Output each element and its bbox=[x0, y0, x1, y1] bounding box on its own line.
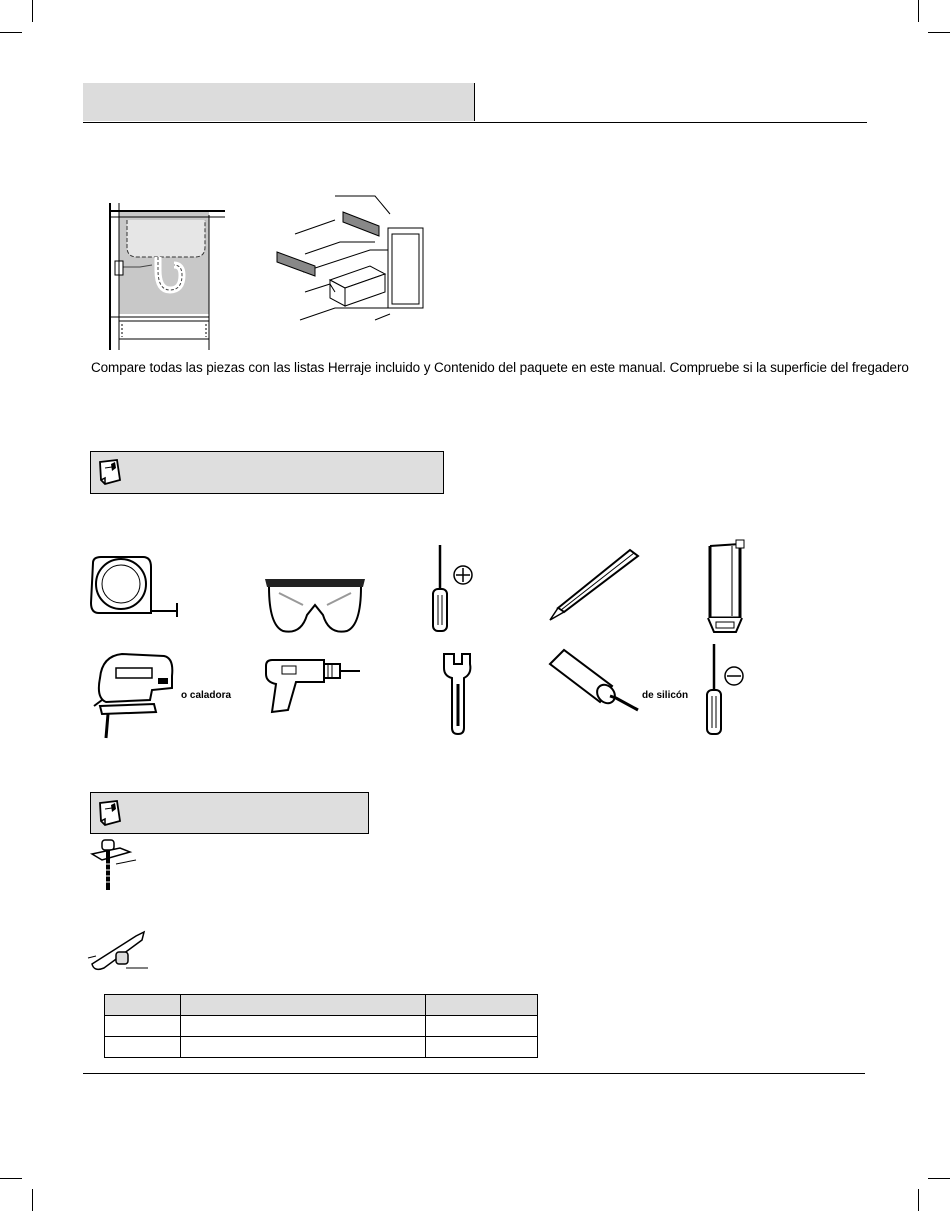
table-cell bbox=[426, 1016, 538, 1037]
intro-paragraph: Compare todas las piezas con las listas Herraje incluido y Contenido del paquete en este manual. Compruebe si la superficie del fregadero bbox=[91, 360, 909, 375]
note-pad-icon bbox=[97, 458, 123, 486]
table-header-row bbox=[105, 995, 538, 1016]
table-header-cell bbox=[181, 995, 426, 1016]
hardware-table bbox=[104, 994, 538, 1058]
crop-mark bbox=[0, 32, 22, 33]
mounting-clip-icon bbox=[86, 928, 150, 976]
crop-mark bbox=[928, 32, 950, 33]
table-cell bbox=[105, 1016, 181, 1037]
table-row bbox=[105, 1016, 538, 1037]
table-cell bbox=[181, 1037, 426, 1058]
table-cell bbox=[426, 1037, 538, 1058]
crop-mark bbox=[32, 0, 33, 22]
tool-label-jigsaw: o caladora bbox=[181, 690, 232, 701]
footer-rule bbox=[83, 1073, 865, 1074]
phillips-screwdriver-icon bbox=[428, 541, 478, 633]
adjustable-wrench-icon bbox=[436, 650, 476, 736]
cabinet-brace-illustration bbox=[275, 192, 440, 332]
table-header-cell bbox=[105, 995, 181, 1016]
hardware-note bbox=[90, 792, 369, 834]
mounting-screw-clip-icon bbox=[86, 838, 138, 898]
table-header-cell bbox=[426, 995, 538, 1016]
pencil-icon bbox=[546, 546, 642, 622]
crop-mark bbox=[928, 1178, 950, 1179]
crop-mark bbox=[0, 1178, 22, 1179]
header-rule bbox=[83, 122, 867, 123]
table-cell bbox=[105, 1037, 181, 1058]
tools-needed-note bbox=[90, 451, 444, 494]
tool-label-silicone: de silicón bbox=[642, 690, 689, 701]
safety-glasses-icon bbox=[263, 575, 367, 635]
drill-icon bbox=[262, 656, 362, 716]
crop-mark bbox=[32, 1189, 33, 1211]
jigsaw-icon bbox=[92, 648, 182, 740]
hacksaw-icon bbox=[700, 538, 750, 636]
crop-mark bbox=[918, 1189, 919, 1211]
tape-measure-icon bbox=[85, 553, 185, 619]
table-row bbox=[105, 1037, 538, 1058]
crop-mark bbox=[918, 0, 919, 22]
sink-cabinet-cross-section-illustration bbox=[100, 195, 230, 355]
table-cell bbox=[181, 1016, 426, 1037]
flathead-screwdriver-icon bbox=[700, 642, 750, 736]
silicone-tube-icon bbox=[546, 648, 642, 714]
section-header bbox=[83, 83, 475, 121]
note-pad-icon bbox=[97, 799, 123, 827]
